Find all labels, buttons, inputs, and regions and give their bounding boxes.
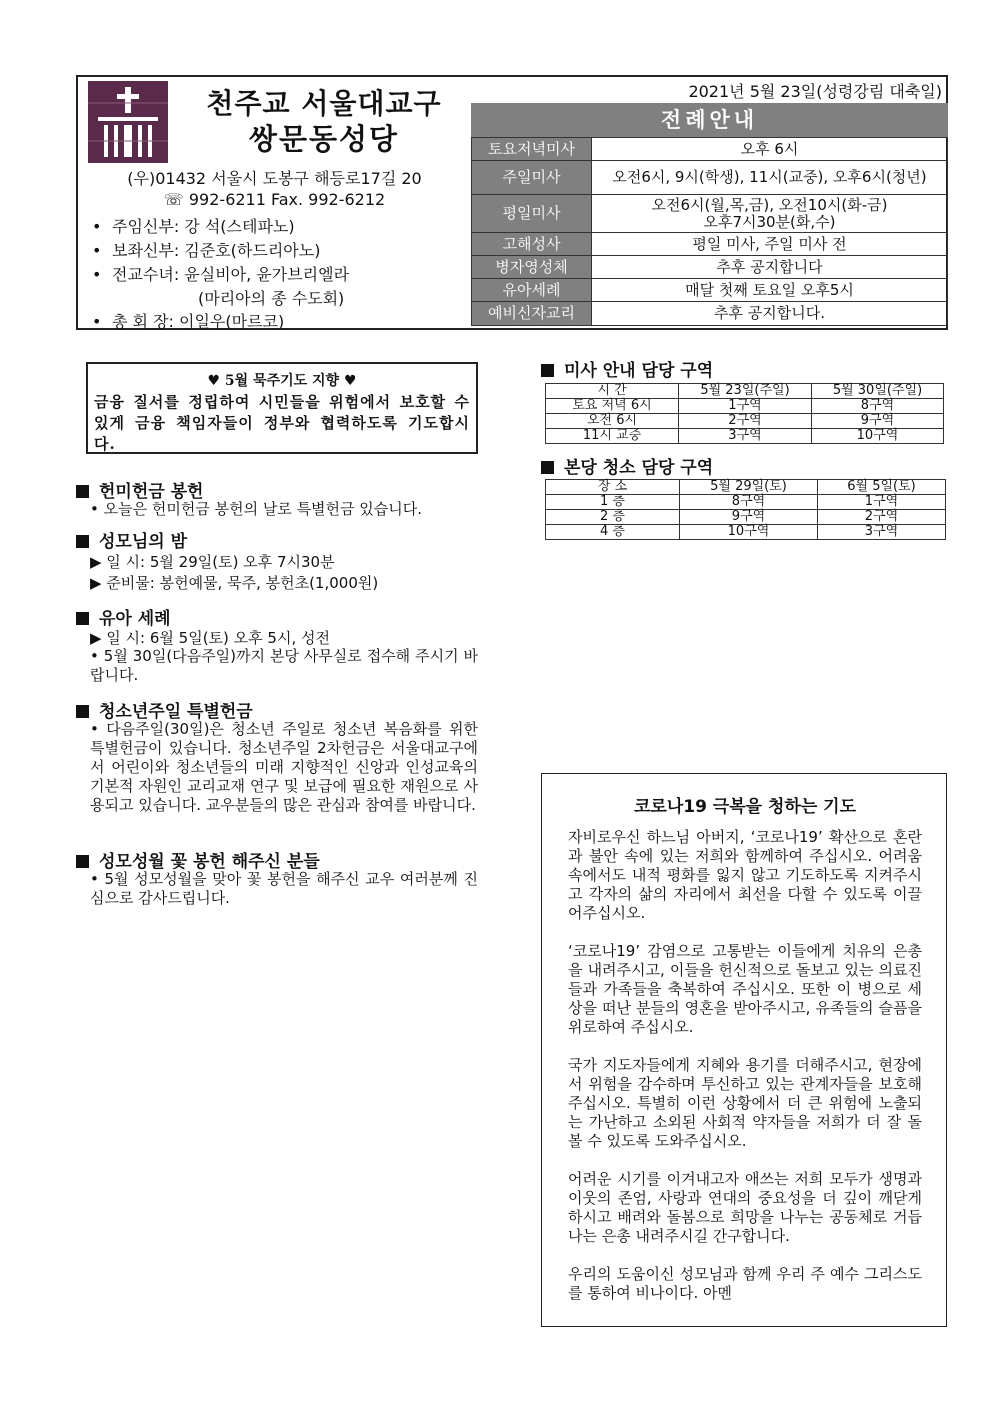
table-row: [546, 384, 944, 399]
section-text: • 오늘은 헌미헌금 봉헌의 날로 특별헌금 있습니다.: [90, 500, 423, 518]
square-bullet-icon: [76, 705, 89, 718]
square-bullet-icon: [76, 855, 89, 868]
table-row: [472, 161, 948, 195]
liturgy-label: 주일미사: [472, 161, 592, 195]
section-title: 본당 청소 담당 구역: [564, 458, 714, 478]
parish-logo-icon: [88, 81, 168, 163]
section-heading-marian-night: [76, 527, 187, 552]
prayer-paragraph: 자비로우신 하느님 아버지, ‘코로나19’ 확산으로 혼란과 불안 속에 있는 저희와 함께하여 주십시오. 어려움 속에서도 내적 평화를 잃지 않고 기도하도록 지켜주시고 각자의 삶의 자리에서 최선을 다할 수 있도록 이끌어주십시오.: [568, 828, 922, 922]
table-row: [546, 525, 946, 540]
table-row: [546, 429, 944, 444]
bullet-icon: •: [92, 241, 102, 260]
square-bullet-icon: [76, 612, 89, 625]
bulletin-header: [76, 75, 948, 330]
table-cell: 2구역: [818, 510, 946, 525]
table-cell: 1구역: [818, 495, 946, 510]
table-header-cell: 장 소: [546, 480, 680, 495]
table-cell: 8구역: [812, 399, 944, 414]
section-heading-infant-baptism: [76, 604, 171, 629]
table-row: [472, 195, 948, 233]
parish-title: [184, 87, 464, 157]
section-heading-youth-offering: [76, 697, 253, 722]
table-row: [546, 399, 944, 414]
table-row: [546, 480, 946, 495]
prayer-body: [568, 828, 922, 1322]
liturgy-label: 토요저녁미사: [472, 138, 592, 161]
bullet-icon: •: [92, 312, 102, 331]
table-row: [546, 510, 946, 525]
liturgy-title: 전례안내: [471, 103, 948, 137]
prayer-paragraph: 우리의 도움이신 성모님과 함께 우리 주 예수 그리스도를 통하여 비나이다. 아멘: [568, 1265, 922, 1302]
rosary-intention-box: [86, 362, 478, 454]
section-title: 미사 안내 담당 구역: [564, 361, 714, 381]
cleaning-heading: [541, 453, 713, 478]
liturgy-label: 평일미사: [472, 195, 592, 233]
table-row: [546, 495, 946, 510]
table-header-cell: 5월 29일(토): [680, 480, 818, 495]
staff-assistant: [92, 238, 320, 261]
section-title: 유아 세례: [99, 609, 171, 629]
table-cell: 4 층: [546, 525, 680, 540]
liturgy-label: 유아세례: [472, 279, 592, 302]
table-cell: 11시 교중: [546, 429, 679, 444]
table-header-cell: 5월 30일(주일): [812, 384, 944, 399]
table-cell: 1 층: [546, 495, 680, 510]
staff-sisters: [92, 262, 349, 285]
liturgy-value-line1: 오전6시(월,목,금), 오전10시(화-금): [651, 195, 888, 214]
table-header-cell: 6월 5일(토): [818, 480, 946, 495]
square-bullet-icon: [541, 461, 554, 474]
table-cell: 10구역: [680, 525, 818, 540]
prayer-title: 코로나19 극복을 청하는 기도: [633, 797, 857, 817]
section-heading-flower-offering: [76, 847, 320, 872]
covid-prayer-box: [541, 773, 947, 1327]
table-header-cell: 시 간: [546, 384, 679, 399]
liturgy-value: 평일 미사, 주일 미사 전: [592, 233, 948, 256]
liturgy-value: 추후 공지합니다: [592, 256, 948, 279]
square-bullet-icon: [76, 535, 89, 548]
section-paragraph: • 5월 성모성월을 맞아 꽃 봉헌을 해주신 교우 여러분께 진심으로 감사드립니다.: [90, 870, 478, 907]
section-title: 성모성월 꽃 봉헌 해주신 분들: [99, 852, 320, 872]
section-title: 성모님의 밤: [99, 532, 188, 552]
liturgy-value: [592, 195, 948, 233]
parish-address: (우)01432 서울시 도봉구 해등로17길 20: [127, 169, 422, 188]
table-row: [546, 414, 944, 429]
bulletin-date: 2021년 5월 23일(성령강림 대축일): [688, 82, 942, 101]
mass-guide-table: [545, 383, 944, 444]
table-cell: 9구역: [680, 510, 818, 525]
liturgy-panel: [471, 77, 948, 328]
staff-label: 총 회 장: 이일우(마르코): [112, 312, 285, 331]
staff-label: 전교수녀: 윤실비아, 윤가브리엘라: [112, 265, 350, 284]
intention-title: ♥ 5월 묵주기도 지향 ♥: [207, 373, 357, 389]
parish-title-line1: 천주교 서울대교구: [206, 87, 442, 120]
section-text: ▶ 일 시: 5월 29일(토) 오후 7시30분: [90, 553, 335, 571]
table-cell: 9구역: [812, 414, 944, 429]
staff-label: 주임신부: 강 석(스테파노): [112, 217, 295, 236]
table-row: [472, 279, 948, 302]
table-cell: 1구역: [679, 399, 812, 414]
staff-label: 보좌신부: 김준호(하드리아노): [112, 241, 321, 260]
table-cell: 토요 저녁 6시: [546, 399, 679, 414]
table-header-cell: 5월 23일(주일): [679, 384, 812, 399]
section-paragraph: • 다음주일(30일)은 청소년 주일로 청소년 복음화를 위한 특별헌금이 있습니다. 청소년주일 2차헌금은 서울대교구에서 어린이와 청소년들의 미래 지향적인 신앙과 인성교육의 기본적 자원인 교리교재 연구 및 보급에 필요한 재원으로 사용되고 있습니다. 교우분들의 많은 관심과 참여를 바랍니다.: [90, 720, 478, 814]
liturgy-table: [471, 137, 948, 326]
table-cell: 2구역: [679, 414, 812, 429]
square-bullet-icon: [541, 364, 554, 377]
prayer-paragraph: 어려운 시기를 이겨내고자 애쓰는 저희 모두가 생명과 이웃의 존엄, 사랑과 연대의 중요성을 더 깊이 깨닫게 하시고 배려와 돌봄으로 희망을 나누는 공동체로 거듭나는 은총 내려주시길 간구합니다.: [568, 1170, 922, 1245]
table-cell: 2 층: [546, 510, 680, 525]
liturgy-value: 매달 첫째 토요일 오후5시: [592, 279, 948, 302]
table-row: [472, 138, 948, 161]
bullet-icon: •: [92, 265, 102, 284]
table-row: [472, 233, 948, 256]
bullet-icon: •: [92, 217, 102, 236]
table-cell: 3구역: [818, 525, 946, 540]
parish-title-line2: 쌍문동성당: [248, 122, 400, 156]
table-row: [472, 256, 948, 279]
section-title: 헌미헌금 봉헌: [99, 482, 204, 502]
liturgy-label: 고해성사: [472, 233, 592, 256]
liturgy-label: 병자영성체: [472, 256, 592, 279]
table-cell: 3구역: [679, 429, 812, 444]
staff-pastor: [92, 214, 295, 237]
table-row: [472, 302, 948, 326]
table-cell: 오전 6시: [546, 414, 679, 429]
section-text: ▶ 준비물: 봉헌예물, 묵주, 봉헌초(1,000원): [90, 574, 379, 592]
staff-president: [92, 309, 284, 332]
liturgy-label: 예비신자교리: [472, 302, 592, 326]
staff-sisters-order: (마리아의 종 수도회): [198, 289, 345, 308]
table-cell: 8구역: [680, 495, 818, 510]
liturgy-value: 추후 공지합니다.: [592, 302, 948, 326]
parish-info: [78, 77, 471, 331]
cleaning-table: [545, 479, 946, 540]
liturgy-value-line2: 오후7시30분(화,수): [703, 212, 836, 231]
section-paragraph: • 5월 30일(다음주일)까지 본당 사무실로 접수해 주시기 바랍니다.: [90, 647, 478, 684]
parish-phone: ☏ 992-6211 Fax. 992-6212: [163, 190, 386, 209]
mass-guide-heading: [541, 356, 713, 381]
section-text: ▶ 일 시: 6월 5일(토) 오후 5시, 성전: [90, 629, 330, 647]
liturgy-value: 오전6시, 9시(학생), 11시(교중), 오후6시(청년): [592, 161, 948, 195]
intention-text: 금융 질서를 정립하여 시민들을 위험에서 보호할 수 있게 금융 책임자들이 정부와 협력하도록 기도합시다.: [94, 393, 470, 453]
section-title: 청소년주일 특별헌금: [99, 702, 253, 722]
square-bullet-icon: [76, 485, 89, 498]
table-cell: 10구역: [812, 429, 944, 444]
prayer-paragraph: ‘코로나19’ 감염으로 고통받는 이들에게 치유의 은총을 내려주시고, 이들을 헌신적으로 돌보고 있는 의료진들과 가족들을 축복하여 주십시오. 또한 이 병으로 세상을 떠난 분들의 영혼을 받아주시고, 유족들의 슬픔을 위로하여 주십시오.: [568, 942, 922, 1036]
prayer-paragraph: 국가 지도자들에게 지혜와 용기를 더해주시고, 현장에서 위험을 감수하며 투신하고 있는 관계자들을 보호해주십시오. 특별히 이런 상황에서 더 큰 위험에 노출되는 가난하고 소외된 사회적 약자들을 저희가 더 잘 돌볼 수 있도록 도와주십시오.: [568, 1056, 922, 1150]
liturgy-value: 오후 6시: [592, 138, 948, 161]
